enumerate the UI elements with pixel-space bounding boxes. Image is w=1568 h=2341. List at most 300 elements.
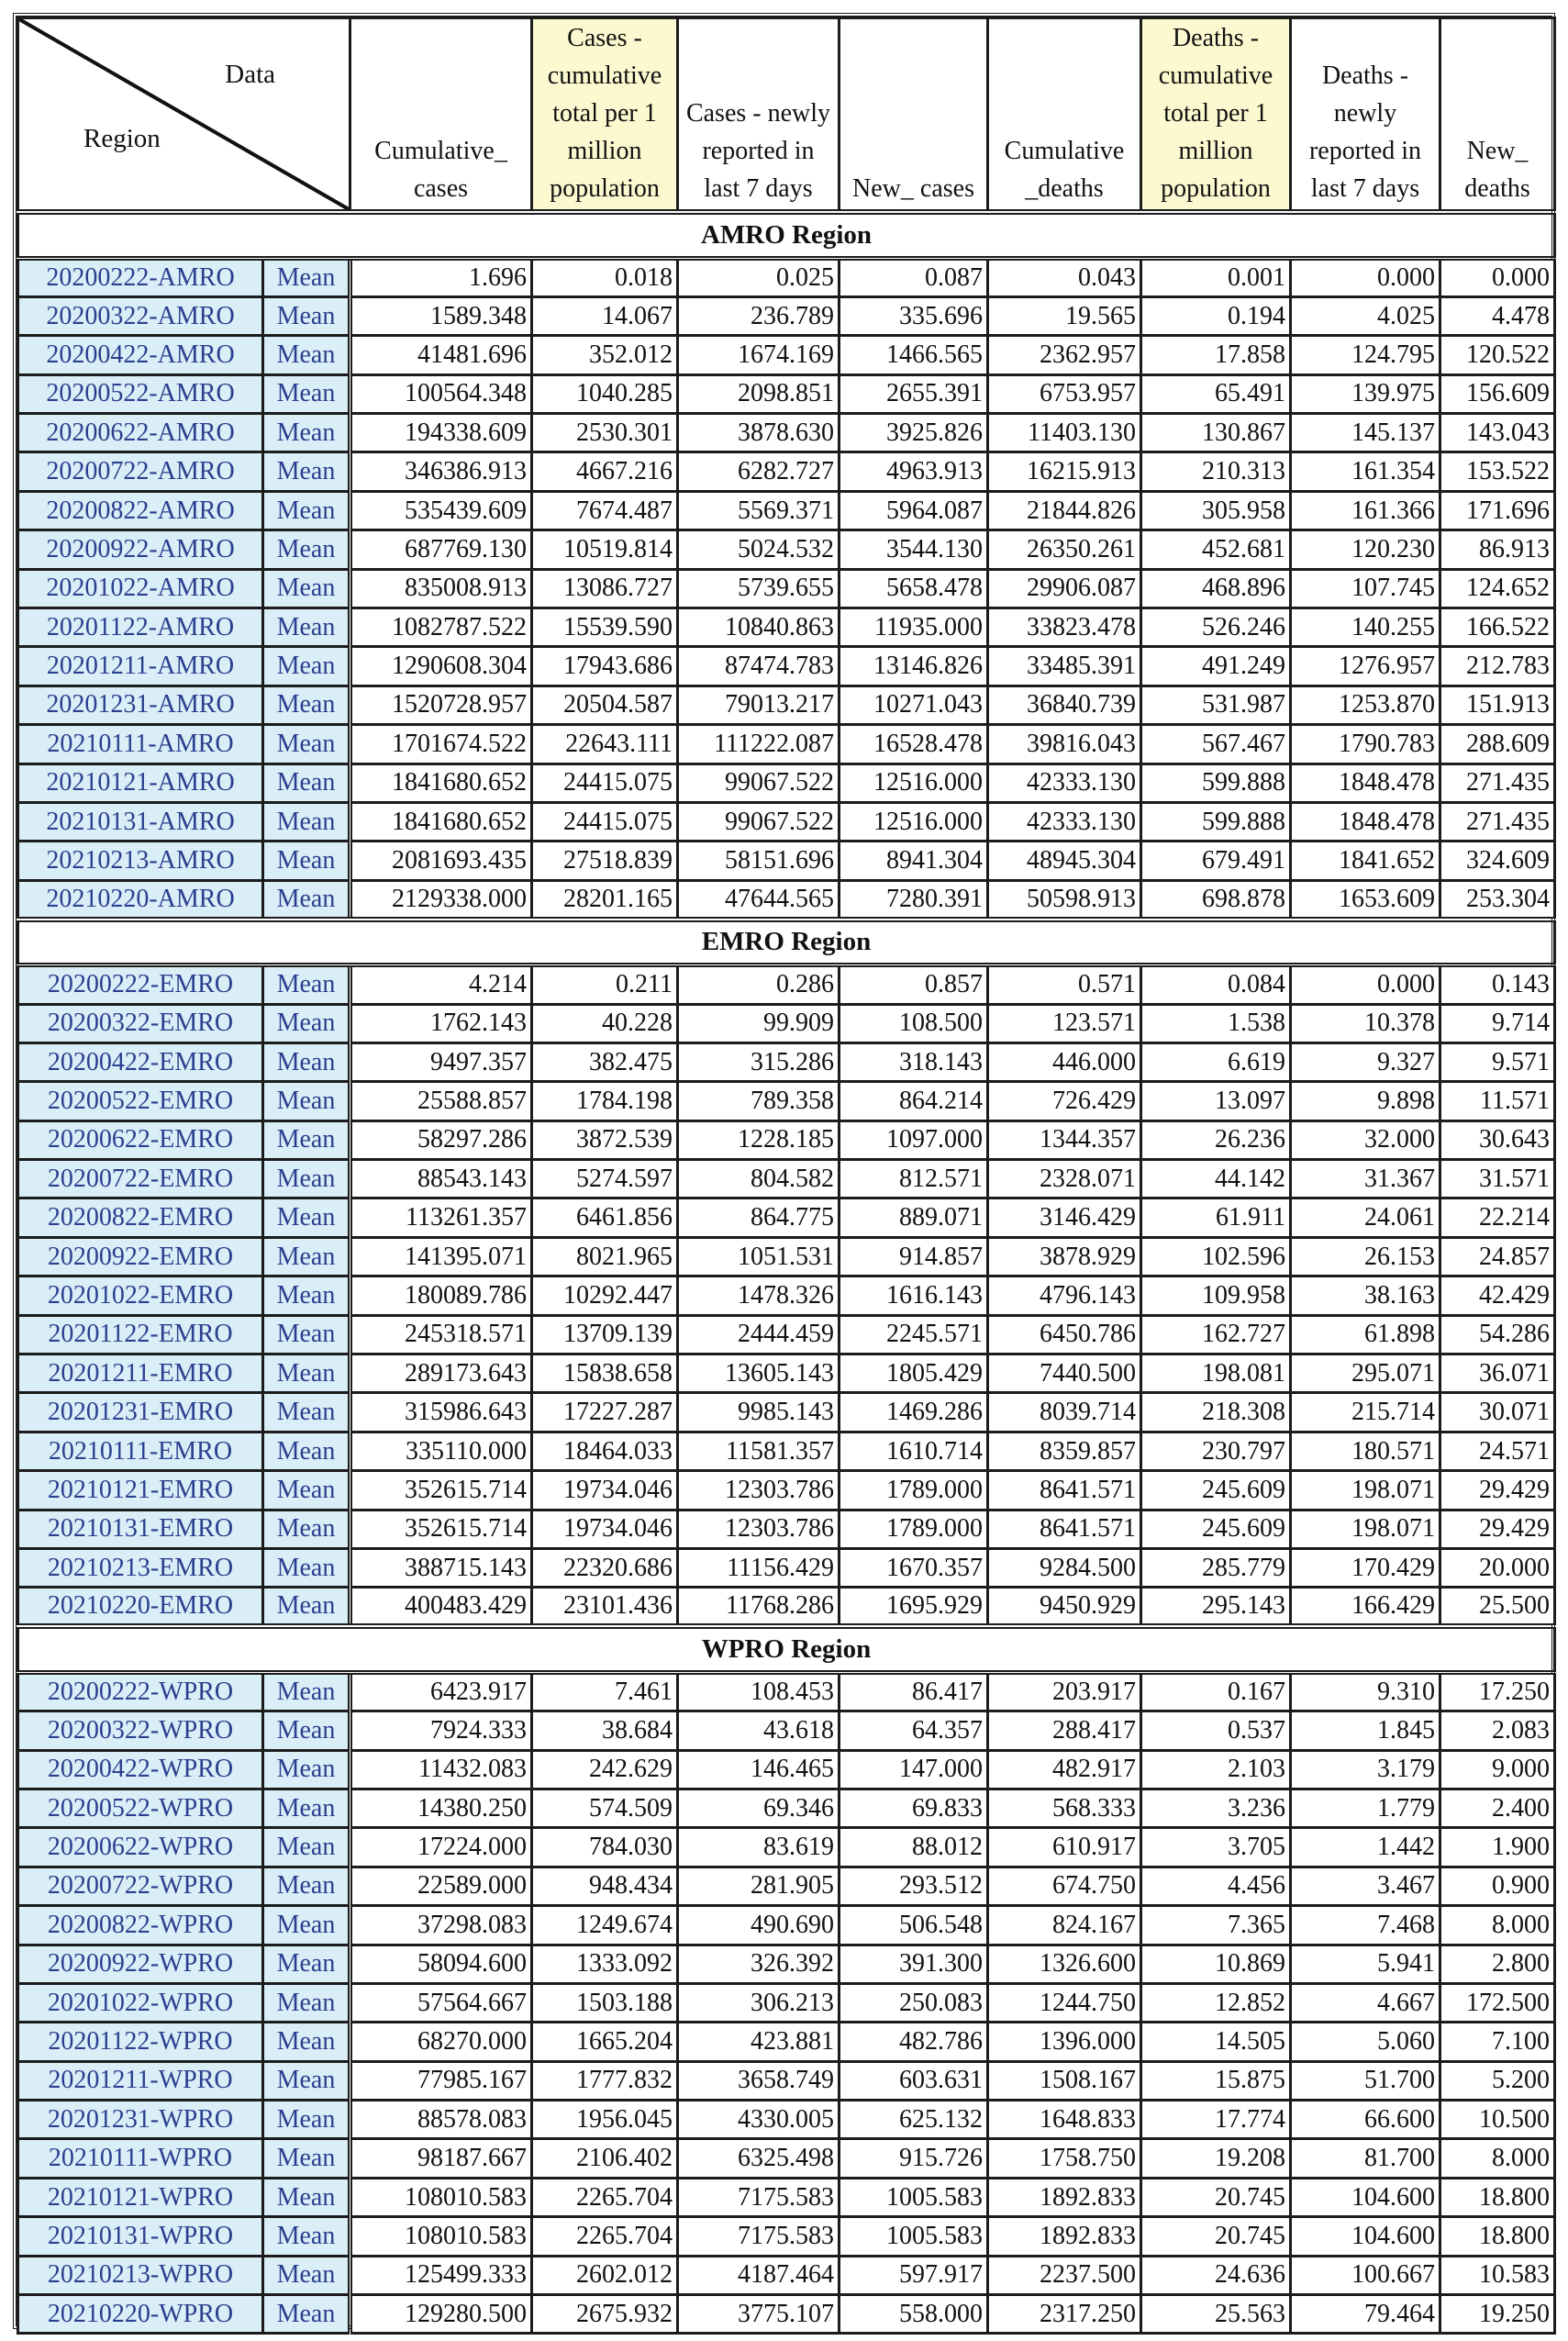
value-cell: 305.958	[1141, 491, 1291, 530]
column-header-cumulative-deaths: Cumulative _deaths	[988, 18, 1141, 213]
value-cell: 9.327	[1291, 1042, 1440, 1081]
value-cell: 1892.833	[988, 2217, 1141, 2256]
value-cell: 2444.459	[678, 1315, 840, 1354]
value-cell: 194338.609	[350, 414, 532, 452]
row-stat-cell: Mean	[263, 2295, 350, 2334]
value-cell: 1249.674	[532, 1906, 678, 1945]
value-cell: 166.429	[1291, 1588, 1440, 1626]
value-cell: 210.313	[1141, 452, 1291, 491]
value-cell: 7924.333	[350, 1711, 532, 1750]
value-cell: 482.917	[988, 1750, 1141, 1789]
value-cell: 1326.600	[988, 1945, 1141, 1983]
value-cell: 16528.478	[840, 725, 988, 764]
value-cell: 674.750	[988, 1867, 1141, 1905]
value-cell: 7.468	[1291, 1906, 1440, 1945]
value-cell: 253.304	[1440, 880, 1555, 919]
row-stat-cell: Mean	[263, 1828, 350, 1867]
value-cell: 156.609	[1440, 374, 1555, 413]
table-row	[18, 1750, 1555, 1789]
value-cell: 5964.087	[840, 491, 988, 530]
value-cell: 11935.000	[840, 608, 988, 647]
value-cell: 14380.250	[350, 1789, 532, 1827]
value-cell: 4796.143	[988, 1276, 1141, 1315]
value-cell: 1276.957	[1291, 647, 1440, 686]
value-cell: 1005.583	[840, 2217, 988, 2256]
row-id-cell: 20201122-WPRO	[18, 2023, 263, 2061]
value-cell: 108.453	[678, 1672, 840, 1711]
value-cell: 88543.143	[350, 1160, 532, 1198]
row-id-cell: 20200422-AMRO	[18, 336, 263, 374]
value-cell: 1670.357	[840, 1549, 988, 1588]
value-cell: 58297.286	[350, 1120, 532, 1159]
table-row	[18, 414, 1555, 452]
value-cell: 9284.500	[988, 1549, 1141, 1588]
value-cell: 1665.204	[532, 2023, 678, 2061]
value-cell: 3878.929	[988, 1237, 1141, 1276]
value-cell: 40.228	[532, 1004, 678, 1042]
value-cell: 79013.217	[678, 686, 840, 724]
value-cell: 9.898	[1291, 1082, 1440, 1120]
value-cell: 9.310	[1291, 1672, 1440, 1711]
section-header-row	[18, 212, 1555, 258]
value-cell: 99067.522	[678, 764, 840, 802]
value-cell: 57564.667	[350, 1983, 532, 2022]
section-title: WPRO Region	[18, 1626, 1555, 1672]
value-cell: 3146.429	[988, 1198, 1141, 1237]
table-row	[18, 1983, 1555, 2022]
value-cell: 2265.704	[532, 2178, 678, 2216]
row-stat-cell: Mean	[263, 1354, 350, 1393]
value-cell: 171.696	[1440, 491, 1555, 530]
value-cell: 726.429	[988, 1082, 1141, 1120]
value-cell: 4.478	[1440, 296, 1555, 335]
row-stat-cell: Mean	[263, 452, 350, 491]
value-cell: 198.071	[1291, 1510, 1440, 1548]
value-cell: 153.522	[1440, 452, 1555, 491]
value-cell: 12.852	[1141, 1983, 1291, 2022]
row-stat-cell: Mean	[263, 2061, 350, 2100]
table-row	[18, 2061, 1555, 2100]
value-cell: 14.067	[532, 296, 678, 335]
value-cell: 245.609	[1141, 1471, 1291, 1510]
row-stat-cell: Mean	[263, 1160, 350, 1198]
row-id-cell: 20210131-EMRO	[18, 1510, 263, 1548]
value-cell: 352615.714	[350, 1471, 532, 1510]
row-stat-cell: Mean	[263, 2139, 350, 2178]
value-cell: 0.194	[1141, 296, 1291, 335]
value-cell: 17943.686	[532, 647, 678, 686]
value-cell: 948.434	[532, 1867, 678, 1905]
value-cell: 162.727	[1141, 1315, 1291, 1354]
value-cell: 490.690	[678, 1906, 840, 1945]
row-stat-cell: Mean	[263, 2101, 350, 2139]
value-cell: 295.071	[1291, 1354, 1440, 1393]
value-cell: 22.214	[1440, 1198, 1555, 1237]
value-cell: 12516.000	[840, 764, 988, 802]
value-cell: 31.571	[1440, 1160, 1555, 1198]
value-cell: 33485.391	[988, 647, 1141, 686]
value-cell: 11581.357	[678, 1432, 840, 1470]
value-cell: 6753.957	[988, 374, 1141, 413]
value-cell: 7175.583	[678, 2178, 840, 2216]
value-cell: 1.538	[1141, 1004, 1291, 1042]
value-cell: 835008.913	[350, 569, 532, 608]
value-cell: 0.018	[532, 258, 678, 296]
value-cell: 4667.216	[532, 452, 678, 491]
value-cell: 324.609	[1440, 842, 1555, 880]
row-id-cell: 20200922-EMRO	[18, 1237, 263, 1276]
value-cell: 19.208	[1141, 2139, 1291, 2178]
value-cell: 789.358	[678, 1082, 840, 1120]
value-cell: 12303.786	[678, 1471, 840, 1510]
value-cell: 140.255	[1291, 608, 1440, 647]
value-cell: 68270.000	[350, 2023, 532, 2061]
value-cell: 3.705	[1141, 1828, 1291, 1867]
value-cell: 288.609	[1440, 725, 1555, 764]
value-cell: 18.800	[1440, 2178, 1555, 2216]
row-stat-cell: Mean	[263, 880, 350, 919]
value-cell: 143.043	[1440, 414, 1555, 452]
value-cell: 7175.583	[678, 2217, 840, 2256]
value-cell: 218.308	[1141, 1393, 1291, 1432]
table-row	[18, 1354, 1555, 1393]
value-cell: 914.857	[840, 1237, 988, 1276]
row-stat-cell: Mean	[263, 608, 350, 647]
value-cell: 1.779	[1291, 1789, 1440, 1827]
value-cell: 824.167	[988, 1906, 1141, 1945]
value-cell: 1777.832	[532, 2061, 678, 2100]
value-cell: 124.652	[1440, 569, 1555, 608]
value-cell: 25.563	[1141, 2295, 1291, 2334]
value-cell: 86.417	[840, 1672, 988, 1711]
value-cell: 2.083	[1440, 1711, 1555, 1750]
value-cell: 147.000	[840, 1750, 988, 1789]
value-cell: 25.500	[1440, 1588, 1555, 1626]
value-cell: 2317.250	[988, 2295, 1141, 2334]
value-cell: 17224.000	[350, 1828, 532, 1867]
value-cell: 6450.786	[988, 1315, 1141, 1354]
value-cell: 108010.583	[350, 2217, 532, 2256]
row-stat-cell: Mean	[263, 965, 350, 1004]
value-cell: 8039.714	[988, 1393, 1141, 1432]
value-cell: 8941.304	[840, 842, 988, 880]
value-cell: 79.464	[1291, 2295, 1440, 2334]
value-cell: 1848.478	[1291, 764, 1440, 802]
value-cell: 804.582	[678, 1160, 840, 1198]
row-stat-cell: Mean	[263, 374, 350, 413]
value-cell: 100564.348	[350, 374, 532, 413]
table-row	[18, 686, 1555, 724]
value-cell: 597.917	[840, 2256, 988, 2294]
value-cell: 11768.286	[678, 1588, 840, 1626]
row-stat-cell: Mean	[263, 2023, 350, 2061]
value-cell: 28201.165	[532, 880, 678, 919]
value-cell: 271.435	[1440, 764, 1555, 802]
value-cell: 42333.130	[988, 764, 1141, 802]
value-cell: 8021.965	[532, 1237, 678, 1276]
value-cell: 1508.167	[988, 2061, 1141, 2100]
value-cell: 1648.833	[988, 2101, 1141, 2139]
value-cell: 125499.333	[350, 2256, 532, 2294]
value-cell: 482.786	[840, 2023, 988, 2061]
row-id-cell: 20210111-EMRO	[18, 1432, 263, 1470]
value-cell: 19.565	[988, 296, 1141, 335]
value-cell: 1244.750	[988, 1983, 1141, 2022]
value-cell: 1589.348	[350, 296, 532, 335]
value-cell: 198.071	[1291, 1471, 1440, 1510]
value-cell: 20504.587	[532, 686, 678, 724]
value-cell: 25588.857	[350, 1082, 532, 1120]
value-cell: 2237.500	[988, 2256, 1141, 2294]
row-stat-cell: Mean	[263, 1082, 350, 1120]
value-cell: 468.896	[1141, 569, 1291, 608]
row-id-cell: 20201211-AMRO	[18, 647, 263, 686]
value-cell: 4187.464	[678, 2256, 840, 2294]
value-cell: 245318.571	[350, 1315, 532, 1354]
value-cell: 2328.071	[988, 1160, 1141, 1198]
value-cell: 0.025	[678, 258, 840, 296]
value-cell: 625.132	[840, 2101, 988, 2139]
value-cell: 8.000	[1440, 2139, 1555, 2178]
row-id-cell: 20200422-WPRO	[18, 1750, 263, 1789]
value-cell: 11432.083	[350, 1750, 532, 1789]
row-id-cell: 20201022-EMRO	[18, 1276, 263, 1315]
value-cell: 15.875	[1141, 2061, 1291, 2100]
value-cell: 1.845	[1291, 1711, 1440, 1750]
value-cell: 26.153	[1291, 1237, 1440, 1276]
value-cell: 10.500	[1440, 2101, 1555, 2139]
row-id-cell: 20201231-AMRO	[18, 686, 263, 724]
value-cell: 452.681	[1141, 530, 1291, 569]
value-cell: 1.900	[1440, 1828, 1555, 1867]
value-cell: 22643.111	[532, 725, 678, 764]
value-cell: 1841680.652	[350, 802, 532, 841]
row-id-cell: 20201211-WPRO	[18, 2061, 263, 2100]
value-cell: 423.881	[678, 2023, 840, 2061]
value-cell: 6325.498	[678, 2139, 840, 2178]
row-id-cell: 20210213-AMRO	[18, 842, 263, 880]
value-cell: 24.061	[1291, 1198, 1440, 1237]
value-cell: 245.609	[1141, 1510, 1291, 1548]
value-cell: 54.286	[1440, 1315, 1555, 1354]
value-cell: 6423.917	[350, 1672, 532, 1711]
table-row	[18, 258, 1555, 296]
row-stat-cell: Mean	[263, 1549, 350, 1588]
table-row	[18, 1906, 1555, 1945]
table-row	[18, 880, 1555, 919]
value-cell: 36840.739	[988, 686, 1141, 724]
value-cell: 10271.043	[840, 686, 988, 724]
value-cell: 352615.714	[350, 1510, 532, 1548]
value-cell: 400483.429	[350, 1588, 532, 1626]
value-cell: 12516.000	[840, 802, 988, 841]
value-cell: 2530.301	[532, 414, 678, 452]
section-title: AMRO Region	[18, 212, 1555, 258]
row-stat-cell: Mean	[263, 1906, 350, 1945]
row-stat-cell: Mean	[263, 2178, 350, 2216]
value-cell: 26350.261	[988, 530, 1141, 569]
value-cell: 0.143	[1440, 965, 1555, 1004]
value-cell: 120.230	[1291, 530, 1440, 569]
corner-header-cell	[18, 18, 350, 213]
value-cell: 281.905	[678, 1867, 840, 1905]
row-stat-cell: Mean	[263, 1237, 350, 1276]
value-cell: 13146.826	[840, 647, 988, 686]
value-cell: 295.143	[1141, 1588, 1291, 1626]
value-cell: 104.600	[1291, 2178, 1440, 2216]
value-cell: 5.941	[1291, 1945, 1440, 1983]
value-cell: 20.000	[1440, 1549, 1555, 1588]
table-row	[18, 1198, 1555, 1237]
value-cell: 1040.285	[532, 374, 678, 413]
value-cell: 0.000	[1291, 258, 1440, 296]
value-cell: 864.214	[840, 1082, 988, 1120]
value-cell: 13605.143	[678, 1354, 840, 1393]
value-cell: 603.631	[840, 2061, 988, 2100]
value-cell: 88.012	[840, 1828, 988, 1867]
value-cell: 18.800	[1440, 2217, 1555, 2256]
row-stat-cell: Mean	[263, 1004, 350, 1042]
value-cell: 180089.786	[350, 1276, 532, 1315]
row-stat-cell: Mean	[263, 1750, 350, 1789]
row-id-cell: 20210220-EMRO	[18, 1588, 263, 1626]
value-cell: 1610.714	[840, 1432, 988, 1470]
value-cell: 24.636	[1141, 2256, 1291, 2294]
row-stat-cell: Mean	[263, 1672, 350, 1711]
row-id-cell: 20210121-EMRO	[18, 1471, 263, 1510]
value-cell: 1466.565	[840, 336, 988, 374]
value-cell: 0.211	[532, 965, 678, 1004]
value-cell: 1290608.304	[350, 647, 532, 686]
value-cell: 198.081	[1141, 1354, 1291, 1393]
value-cell: 146.465	[678, 1750, 840, 1789]
row-stat-cell: Mean	[263, 725, 350, 764]
row-stat-cell: Mean	[263, 2256, 350, 2294]
value-cell: 17.858	[1141, 336, 1291, 374]
table-row	[18, 1393, 1555, 1432]
table-row	[18, 1588, 1555, 1626]
value-cell: 43.618	[678, 1711, 840, 1750]
value-cell: 1.696	[350, 258, 532, 296]
value-cell: 864.775	[678, 1198, 840, 1237]
value-cell: 1841680.652	[350, 764, 532, 802]
value-cell: 4.456	[1141, 1867, 1291, 1905]
row-stat-cell: Mean	[263, 1432, 350, 1470]
row-id-cell: 20201122-EMRO	[18, 1315, 263, 1354]
value-cell: 7.100	[1440, 2023, 1555, 2061]
value-cell: 915.726	[840, 2139, 988, 2178]
value-cell: 24415.075	[532, 764, 678, 802]
value-cell: 86.913	[1440, 530, 1555, 569]
value-cell: 388715.143	[350, 1549, 532, 1588]
table-row	[18, 647, 1555, 686]
row-id-cell: 20210131-WPRO	[18, 2217, 263, 2256]
table-row	[18, 725, 1555, 764]
value-cell: 6461.856	[532, 1198, 678, 1237]
value-cell: 161.354	[1291, 452, 1440, 491]
column-header-cases-per-million: Cases - cumulative total per 1 million population	[532, 18, 678, 213]
table-row	[18, 2295, 1555, 2334]
value-cell: 1762.143	[350, 1004, 532, 1042]
value-cell: 212.783	[1440, 647, 1555, 686]
value-cell: 3.467	[1291, 1867, 1440, 1905]
value-cell: 123.571	[988, 1004, 1141, 1042]
column-header-deaths-per-million: Deaths - cumulative total per 1 million population	[1141, 18, 1291, 213]
value-cell: 8641.571	[988, 1510, 1141, 1548]
value-cell: 0.001	[1141, 258, 1291, 296]
row-stat-cell: Mean	[263, 1588, 350, 1626]
value-cell: 64.357	[840, 1711, 988, 1750]
row-id-cell: 20200922-AMRO	[18, 530, 263, 569]
value-cell: 3775.107	[678, 2295, 840, 2334]
value-cell: 7280.391	[840, 880, 988, 919]
value-cell: 293.512	[840, 1867, 988, 1905]
table-row	[18, 802, 1555, 841]
value-cell: 382.475	[532, 1042, 678, 1081]
value-cell: 31.367	[1291, 1160, 1440, 1198]
row-id-cell: 20201231-EMRO	[18, 1393, 263, 1432]
value-cell: 166.522	[1440, 608, 1555, 647]
table-row	[18, 1867, 1555, 1905]
value-cell: 335.696	[840, 296, 988, 335]
row-stat-cell: Mean	[263, 1315, 350, 1354]
value-cell: 77985.167	[350, 2061, 532, 2100]
value-cell: 1503.188	[532, 1983, 678, 2022]
value-cell: 33823.478	[988, 608, 1141, 647]
table-row	[18, 1276, 1555, 1315]
value-cell: 8359.857	[988, 1432, 1141, 1470]
row-stat-cell: Mean	[263, 842, 350, 880]
table-body	[18, 212, 1555, 2334]
value-cell: 22320.686	[532, 1549, 678, 1588]
value-cell: 7.461	[532, 1672, 678, 1711]
table-row	[18, 1237, 1555, 1276]
value-cell: 1478.326	[678, 1276, 840, 1315]
value-cell: 32.000	[1291, 1120, 1440, 1159]
value-cell: 3.179	[1291, 1750, 1440, 1789]
value-cell: 30.071	[1440, 1393, 1555, 1432]
value-cell: 7674.487	[532, 491, 678, 530]
value-cell: 104.600	[1291, 2217, 1440, 2256]
value-cell: 0.087	[840, 258, 988, 296]
value-cell: 0.900	[1440, 1867, 1555, 1905]
value-cell: 4.025	[1291, 296, 1440, 335]
value-cell: 4.667	[1291, 1983, 1440, 2022]
diagonal-divider-icon	[19, 19, 349, 209]
value-cell: 3.236	[1141, 1789, 1291, 1827]
value-cell: 99067.522	[678, 802, 840, 841]
table-row	[18, 2256, 1555, 2294]
value-cell: 9.000	[1440, 1750, 1555, 1789]
row-stat-cell: Mean	[263, 1393, 350, 1432]
value-cell: 10.378	[1291, 1004, 1440, 1042]
value-cell: 1892.833	[988, 2178, 1141, 2216]
value-cell: 19734.046	[532, 1510, 678, 1548]
value-cell: 535439.609	[350, 491, 532, 530]
value-cell: 0.857	[840, 965, 988, 1004]
table-row	[18, 1004, 1555, 1042]
value-cell: 1396.000	[988, 2023, 1141, 2061]
value-cell: 5.200	[1440, 2061, 1555, 2100]
table-row	[18, 1711, 1555, 1750]
value-cell: 1956.045	[532, 2101, 678, 2139]
section-header-row	[18, 920, 1555, 965]
row-id-cell: 20200622-WPRO	[18, 1828, 263, 1867]
row-stat-cell: Mean	[263, 530, 350, 569]
value-cell: 679.491	[1141, 842, 1291, 880]
table-row	[18, 1315, 1555, 1354]
value-cell: 318.143	[840, 1042, 988, 1081]
